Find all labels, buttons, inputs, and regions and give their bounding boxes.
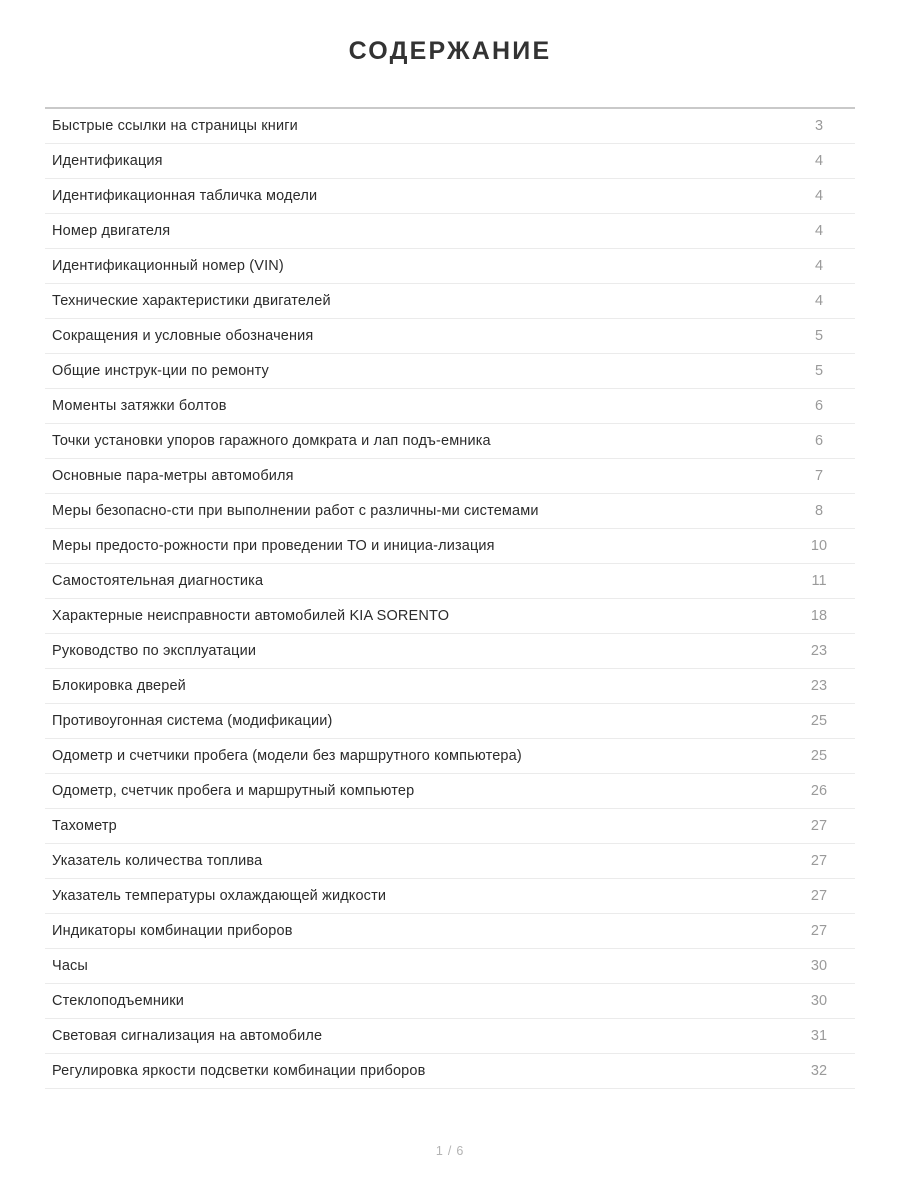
toc-entry-title[interactable]: Указатель количества топлива [45, 843, 783, 878]
toc-entry-title[interactable]: Точки установки упоров гаражного домкрата и лап подъ-емника [45, 423, 783, 458]
toc-entry-page-number[interactable]: 27 [783, 843, 855, 878]
toc-entry-title[interactable]: Общие инструк-ции по ремонту [45, 353, 783, 388]
toc-entry-page-number[interactable]: 18 [783, 598, 855, 633]
toc-entry-page-number[interactable]: 27 [783, 913, 855, 948]
toc-entry-page-number[interactable]: 4 [783, 143, 855, 178]
toc-entry-title[interactable]: Регулировка яркости подсветки комбинации приборов [45, 1053, 783, 1088]
toc-entry-page-number[interactable]: 31 [783, 1018, 855, 1053]
toc-entry-page-number[interactable]: 6 [783, 388, 855, 423]
toc-entry-row[interactable] [45, 283, 855, 318]
toc-entry-row[interactable] [45, 738, 855, 773]
toc-entry-row[interactable] [45, 318, 855, 353]
toc-entry-title[interactable]: Сокращения и условные обозначения [45, 318, 783, 353]
toc-entry-page-number[interactable]: 4 [783, 213, 855, 248]
toc-entry-title[interactable]: Быстрые ссылки на страницы книги [45, 109, 783, 144]
toc-entry-title[interactable]: Меры безопасно-сти при выполнении работ с различны-ми системами [45, 493, 783, 528]
toc-entry-title[interactable]: Часы [45, 948, 783, 983]
toc-entry-row[interactable] [45, 388, 855, 423]
toc-entry-page-number[interactable]: 26 [783, 773, 855, 808]
page-title: СОДЕРЖАНИЕ [348, 37, 552, 65]
toc-entry-page-number[interactable]: 4 [783, 283, 855, 318]
toc-entry-row[interactable] [45, 1018, 855, 1053]
toc-entry-title[interactable]: Одометр, счетчик пробега и маршрутный компьютер [45, 773, 783, 808]
toc-entry-title[interactable]: Идентификационный номер (VIN) [45, 248, 783, 283]
toc-entry-row[interactable] [45, 948, 855, 983]
toc-entry-page-number[interactable]: 23 [783, 633, 855, 668]
toc-entry-page-number[interactable]: 11 [783, 563, 855, 598]
toc-entry-row[interactable] [45, 493, 855, 528]
toc-entry-row[interactable] [45, 703, 855, 738]
toc-entry-row[interactable] [45, 143, 855, 178]
toc-entry-title[interactable]: Меры предосто-рожности при проведении ТО и инициа-лизация [45, 528, 783, 563]
toc-entry-row[interactable] [45, 109, 855, 144]
toc-entry-title[interactable]: Основные пара-метры автомобиля [45, 458, 783, 493]
toc-entry-row[interactable] [45, 248, 855, 283]
toc-entry-row[interactable] [45, 633, 855, 668]
toc-entry-title[interactable]: Противоугонная система (модификации) [45, 703, 783, 738]
toc-entry-title[interactable]: Указатель температуры охлаждающей жидкости [45, 878, 783, 913]
toc-entry-page-number[interactable]: 25 [783, 738, 855, 773]
table-of-contents [45, 109, 855, 1089]
toc-entry-title[interactable]: Самостоятельная диагностика [45, 563, 783, 598]
toc-entry-title[interactable]: Номер двигателя [45, 213, 783, 248]
toc-entry-row[interactable] [45, 668, 855, 703]
toc-entry-page-number[interactable]: 32 [783, 1053, 855, 1088]
toc-entry-page-number[interactable]: 8 [783, 493, 855, 528]
toc-body [45, 109, 855, 1089]
toc-entry-row[interactable] [45, 843, 855, 878]
toc-entry-title[interactable]: Идентификационная табличка модели [45, 178, 783, 213]
toc-entry-title[interactable]: Технические характеристики двигателей [45, 283, 783, 318]
toc-entry-page-number[interactable]: 25 [783, 703, 855, 738]
toc-entry-row[interactable] [45, 563, 855, 598]
toc-entry-page-number[interactable]: 5 [783, 318, 855, 353]
page-footer: 1 / 6 [435, 1144, 465, 1158]
toc-entry-row[interactable] [45, 213, 855, 248]
toc-entry-title[interactable]: Стеклоподъемники [45, 983, 783, 1018]
toc-entry-page-number[interactable]: 10 [783, 528, 855, 563]
toc-entry-row[interactable] [45, 983, 855, 1018]
toc-entry-page-number[interactable]: 6 [783, 423, 855, 458]
toc-entry-row[interactable] [45, 773, 855, 808]
toc-entry-title[interactable]: Руководство по эксплуатации [45, 633, 783, 668]
toc-entry-title[interactable]: Блокировка дверей [45, 668, 783, 703]
toc-entry-row[interactable] [45, 878, 855, 913]
toc-entry-title[interactable]: Световая сигнализация на автомобиле [45, 1018, 783, 1053]
toc-entry-page-number[interactable]: 23 [783, 668, 855, 703]
toc-entry-row[interactable] [45, 1053, 855, 1088]
toc-entry-row[interactable] [45, 178, 855, 213]
toc-entry-title[interactable]: Одометр и счетчики пробега (модели без маршрутного компьютера) [45, 738, 783, 773]
toc-entry-row[interactable] [45, 598, 855, 633]
toc-entry-row[interactable] [45, 458, 855, 493]
toc-entry-page-number[interactable]: 30 [783, 983, 855, 1018]
toc-entry-row[interactable] [45, 353, 855, 388]
toc-entry-row[interactable] [45, 808, 855, 843]
toc-entry-title[interactable]: Идентификация [45, 143, 783, 178]
toc-entry-page-number[interactable]: 3 [783, 109, 855, 144]
toc-entry-title[interactable]: Характерные неисправности автомобилей KIA SORENTO [45, 598, 783, 633]
toc-entry-page-number[interactable]: 5 [783, 353, 855, 388]
toc-entry-title[interactable]: Тахометр [45, 808, 783, 843]
toc-entry-page-number[interactable]: 27 [783, 878, 855, 913]
toc-entry-page-number[interactable]: 4 [783, 178, 855, 213]
toc-entry-row[interactable] [45, 528, 855, 563]
toc-entry-page-number[interactable]: 27 [783, 808, 855, 843]
toc-entry-page-number[interactable]: 7 [783, 458, 855, 493]
toc-entry-page-number[interactable]: 30 [783, 948, 855, 983]
toc-entry-page-number[interactable]: 4 [783, 248, 855, 283]
toc-entry-title[interactable]: Индикаторы комбинации приборов [45, 913, 783, 948]
toc-entry-title[interactable]: Моменты затяжки болтов [45, 388, 783, 423]
toc-entry-row[interactable] [45, 913, 855, 948]
toc-entry-row[interactable] [45, 423, 855, 458]
